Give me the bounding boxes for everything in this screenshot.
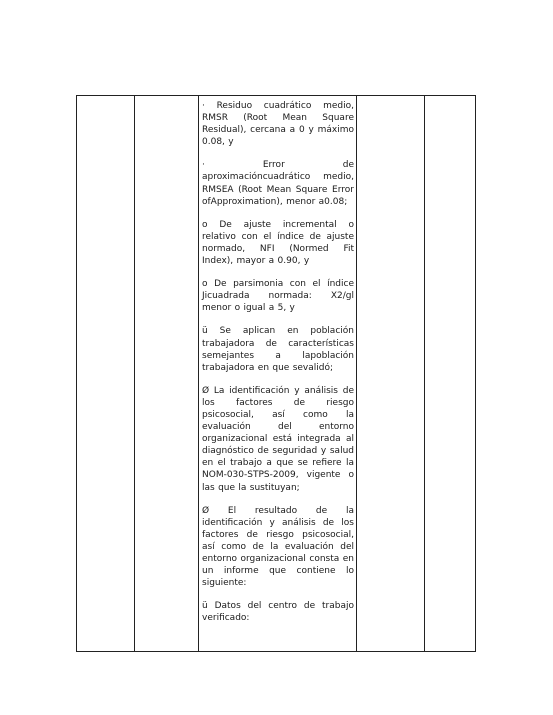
criteria-paragraph-diagnosis: Ø La identificación y análisis de los factores de riesgo psicosocial, así como la evaluación del entorno organizacional está integrada al diagnóstico de seguridad y salud en el trabajo a que se refiere la NOM-030-STPS-2009, vigente o las que la sustituyan; <box>202 385 354 493</box>
column-divider-1 <box>134 96 135 651</box>
column-divider-3 <box>356 96 357 651</box>
criteria-cell <box>202 100 354 624</box>
column-divider-4 <box>424 96 425 651</box>
criteria-paragraph-parsimony: o De parsimonia con el índice Jicuadrada normada: X2/gl menor o igual a 5, y <box>202 279 354 314</box>
criteria-paragraph-population: ü Se aplican en población trabajadora de características semejantes a lapoblación trabajadora en que sevalidó; <box>202 326 354 373</box>
criteria-paragraph-rmsr: · Residuo cuadrático medio, RMSR (Root Mean Square Residual), cercana a 0 y máximo 0.08, y <box>202 101 354 148</box>
criteria-paragraph-report: Ø El resultado de la identificación y análisis de los factores de riesgo psicosocial, así como de la evaluación del entorno organizacional consta en un informe que contiene lo siguiente: <box>202 505 354 589</box>
criteria-paragraph-workplace-data: ü Datos del centro de trabajo verificado: <box>202 601 354 624</box>
verification-table <box>76 95 476 652</box>
criteria-paragraph-rmsea: · Error de aproximacióncuadrático medio, RMSEA (Root Mean Square Error ofApproximation), menor a0.08; <box>202 160 354 207</box>
column-divider-2 <box>198 96 199 651</box>
criteria-paragraph-nfi: o De ajuste incremental o relativo con el índice de ajuste normado, NFI (Normed Fit Index), mayor a 0.90, y <box>202 219 354 267</box>
